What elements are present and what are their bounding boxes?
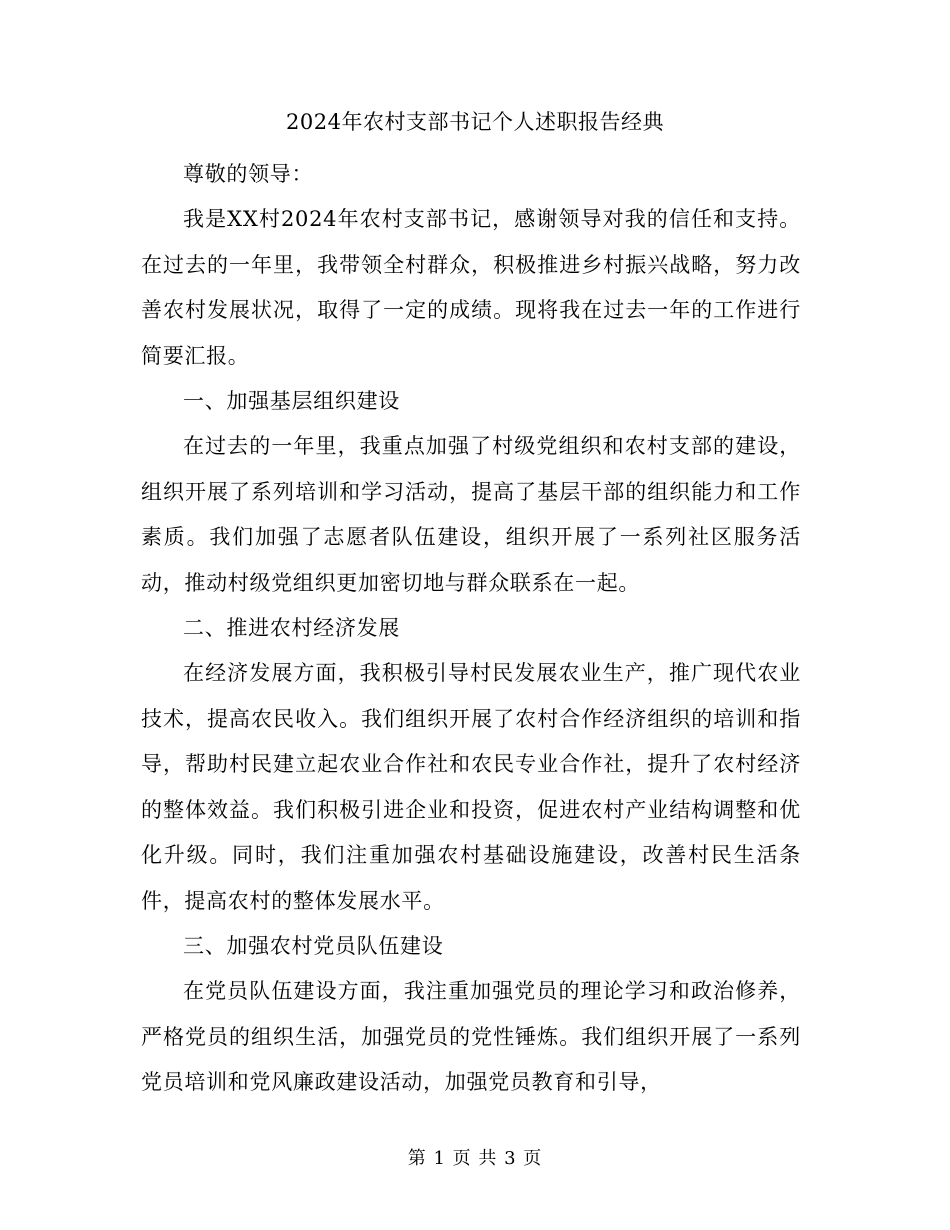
section-heading-1: 一、加强基层组织建设 — [183, 389, 400, 414]
document-title: 2024年农村支部书记个人述职报告经典 — [286, 110, 664, 134]
intro-paragraph: 我是XX村2024年农村支部书记，感谢领导对我的信任和支持。在过去的一年里，我带领全村群众，积极推进乡村振兴战略，努力改善农村发展状况，取得了一定的成绩。现将我在过去一年的工作进行简要汇报。 — [141, 207, 801, 368]
section-paragraph-2: 在经济发展方面，我积极引导村民发展农业生产，推广现代农业技术，提高农民收入。我们组织开展了农村合作经济组织的培训和指导，帮助村民建立起农业合作社和农民专业合作社，提升了农村经济的整体效益。我们积极引进企业和投资，促进农村产业结构调整和优化升级。同时，我们注重加强农村基础设施建设，改善村民生活条件，提高农村的整体发展水平。 — [141, 661, 801, 913]
document-body — [141, 152, 801, 1106]
section-paragraph-1: 在过去的一年里，我重点加强了村级党组织和农村支部的建设，组织开展了系列培训和学习活动，提高了基层干部的组织能力和工作素质。我们加强了志愿者队伍建设，组织开展了一系列社区服务活动，推动村级党组织更加密切地与群众联系在一起。 — [141, 434, 801, 595]
section-heading-3: 三、加强农村党员队伍建设 — [183, 933, 444, 958]
salutation: 尊敬的领导： — [183, 162, 314, 186]
section-paragraph-3: 在党员队伍建设方面，我注重加强党员的理论学习和政治修养，严格党员的组织生活，加强党员的党性锤炼。我们组织开展了一系列党员培训和党风廉政建设活动，加强党员教育和引导， — [141, 979, 801, 1095]
section-heading-2: 二、推进农村经济发展 — [183, 616, 400, 641]
page-number-footer: 第 1 页 共 3 页 — [407, 1148, 543, 1169]
